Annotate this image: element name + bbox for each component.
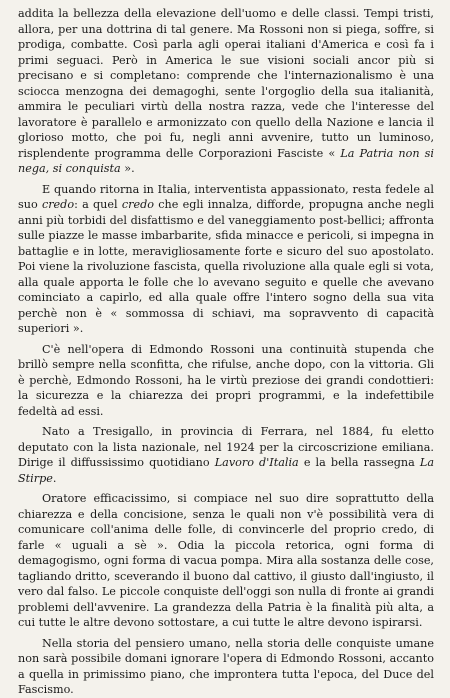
paragraph-5 <box>18 491 434 631</box>
text-run: Oratore efficacissimo, si compiace nel suo dire soprattutto della chiarezza e della concisione, senza le quali non v'è possibilità vera di comunicare coll'anima delle folle, di convincerle del proprio credo, di farle « uguali a sè ». Odia la piccola retorica, ogni forma di demagogismo, ogni forma di vacua pompa. Mira alla sostanza delle cose, tagliando dritto, sceverando il buono dal cattivo, il giusto dall'ingiusto, il vero dal falso. Le piccole conquiste dell'oggi son nulla di fronte ai grandi problemi dell'avvenire. La grandezza della Patria è la finalità più alta, a cui tutte le altre devono sottostare, a cui tutte le altre devono ispirarsi. <box>18 492 434 629</box>
text-run: . <box>52 471 57 485</box>
text-run: C'è nell'opera di Edmondo Rossoni una continuità stupenda che brillò sempre nella sconfitta, che rifulse, anche dopo, con la vittoria. Gli è perchè, Edmondo Rossoni, ha le virtù preziose dei grandi condottieri: la sicurezza e la chiarezza dei propri programmi, e la indefettibile fedeltà ad essi. <box>18 342 434 418</box>
italic-run: La Patria non si nega, si conquista <box>18 146 434 175</box>
text-run: Nato a Tresigallo, in provincia di Ferrara, nel 1884, fu eletto deputato con la lista nazionale, nel 1924 per la circoscrizione emiliana. Dirige il diffussissimo quotidiano <box>18 425 434 469</box>
paragraph-4 <box>18 424 434 486</box>
paragraph-2 <box>18 182 434 337</box>
text-run: : a quel <box>74 198 122 211</box>
paragraph-3 <box>18 342 434 420</box>
paragraph-6 <box>18 636 434 698</box>
text-run: addita la bellezza della elevazione dell'uomo e delle classi. Tempi tristi, allora, per una dottrina di tal genere. Ma Rossoni non si piega, soffre, si prodiga, combatte. Così parla agli operai italiani d'America e così fa i primi seguaci. Però in America le sue visioni sociali ancor più si precisano e si completano: comprende che l'internazionalismo è una sciocca menzogna dei demagoghi, sente l'orgoglio della sua italianità, ammira le peculiari virtù della nostra razza, vede che l'interesse del lavoratore è parallelo e armonizzato con quello della Nazione e lancia il glorioso motto, che poi fu, negli anni avvenire, tutto un luminoso, risplendente programma delle Corporazioni Fasciste « <box>18 7 434 160</box>
text-run: Nella storia del pensiero umano, nella storia delle conquiste umane non sarà possibile domani ignorare l'opera di Edmondo Rossoni, accanto a quella in primissimo piano, che improntera tutta l'epoca, del Duce del Fascismo. <box>18 636 434 696</box>
text-run: che egli innalza, difforde, propugna anche negli anni più torbidi del disfattismo e del vaneggiamento post-bellici; affronta sulle piazze le masse imbarbarite, sfida minacce e pericoli, si impegna in battaglie e in lotte, meravigliosamente forte e sicuro del suo apostolato. Poi viene la rivoluzione fascista, quella rivoluzione alla quale egli si vota, alla quale apporta le folle che lo avevano seguito e quelle che avevano cominciato a capirlo, ed alla quale offre l'intero sogno della sua vita perchè non è « sommossa di schiavi, ma sopravvento di capacità superiori ». <box>18 198 434 335</box>
italic-run: La Stirpe <box>18 456 434 485</box>
italic-run: credo <box>121 198 154 211</box>
italic-run: Lavoro d'Italia <box>214 456 299 469</box>
text-run: ». <box>120 162 135 175</box>
text-run: E quando ritorna in Italia, interventista appassionato, resta fedele al suo <box>18 182 434 211</box>
italic-run: credo <box>41 198 75 211</box>
paragraph-1 <box>18 6 434 177</box>
text-run: e la bella rassegna <box>298 456 420 469</box>
